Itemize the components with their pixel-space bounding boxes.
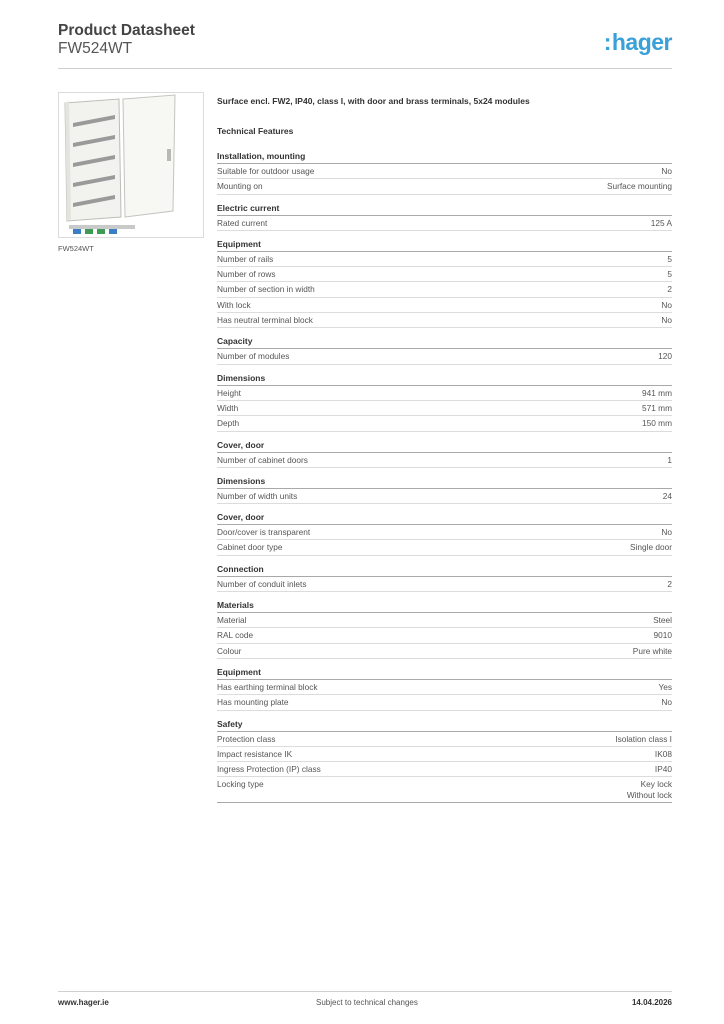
spec-row <box>217 453 672 468</box>
spec-value <box>633 646 672 656</box>
spec-value-line: 941 mm <box>642 387 672 398</box>
spec-value <box>630 542 672 552</box>
spec-row <box>217 401 672 416</box>
spec-value-line: No <box>661 299 672 310</box>
spec-row <box>217 298 672 313</box>
spec-label: Number of width units <box>217 490 298 501</box>
spec-label: Height <box>217 387 241 398</box>
spec-value-line: 120 <box>658 351 672 362</box>
spec-value <box>655 764 672 774</box>
spec-row <box>217 386 672 401</box>
spec-value-line: Key lock <box>640 779 672 790</box>
spec-section <box>217 600 672 659</box>
technical-features-heading: Technical Features <box>217 126 294 136</box>
footer-notice: Subject to technical changes <box>316 998 418 1007</box>
spec-value-line: 24 <box>662 490 672 501</box>
spec-value <box>653 615 672 625</box>
section-title: Dimensions <box>217 373 672 386</box>
spec-label: Material <box>217 615 247 626</box>
spec-value-line: IP40 <box>654 764 672 775</box>
spec-row <box>217 489 672 504</box>
spec-value-line: 9010 <box>653 630 672 641</box>
spec-section <box>217 373 672 432</box>
spec-value-line: 125 A <box>650 217 672 228</box>
spec-label: Suitable for outdoor usage <box>217 166 315 176</box>
spec-row <box>217 644 672 659</box>
spec-value-line: No <box>661 527 672 538</box>
spec-value-line: Isolation class I <box>615 733 672 744</box>
spec-value <box>651 218 672 228</box>
spec-row <box>217 416 672 431</box>
spec-value <box>642 388 672 398</box>
spec-value <box>658 351 672 361</box>
spec-value <box>667 455 672 465</box>
section-title: Cover, door <box>217 512 672 525</box>
spec-value-line: No <box>661 697 672 708</box>
spec-section <box>217 239 672 328</box>
logo-prefix: : <box>603 29 611 55</box>
spec-section <box>217 336 672 364</box>
spec-value <box>667 284 672 294</box>
section-title: Capacity <box>217 336 672 349</box>
section-title: Connection <box>217 564 672 577</box>
spec-label: Has neutral terminal block <box>217 315 313 326</box>
spec-label: Number of section in width <box>217 284 315 295</box>
spec-label: Rated current <box>217 217 268 228</box>
spec-row <box>217 762 672 777</box>
spec-row <box>217 613 672 628</box>
enclosure-illustration <box>59 93 203 237</box>
spec-content <box>217 96 672 811</box>
spec-value <box>655 749 672 759</box>
spec-row <box>217 525 672 540</box>
product-description: Surface encl. FW2, IP40, class I, with door and brass terminals, 5x24 modules <box>217 96 530 106</box>
spec-row <box>217 282 672 297</box>
spec-value-line: Steel <box>653 615 672 626</box>
spec-row <box>217 695 672 710</box>
spec-label: Has mounting plate <box>217 697 289 708</box>
spec-label: Number of modules <box>217 351 290 362</box>
spec-value <box>667 579 672 589</box>
spec-value-line: 571 mm <box>642 402 672 413</box>
spec-value <box>615 734 672 744</box>
spec-sections <box>217 151 672 803</box>
hager-logo <box>604 29 672 56</box>
spec-value-line: 5 <box>667 269 672 280</box>
section-title: Cover, door <box>217 440 672 453</box>
spec-value <box>642 403 672 413</box>
spec-label: Has earthing terminal block <box>217 681 318 692</box>
spec-value <box>654 630 672 640</box>
spec-row <box>217 313 672 328</box>
spec-label: Mounting on <box>217 181 263 192</box>
section-title: Installation, mounting <box>217 151 672 164</box>
spec-label: Number of rows <box>217 269 276 280</box>
spec-row <box>217 179 672 194</box>
spec-value-line: Single door <box>630 542 672 553</box>
spec-value <box>667 269 672 279</box>
spec-value-line: IK08 <box>654 748 672 759</box>
spec-value-line: 5 <box>667 253 672 264</box>
spec-section <box>217 151 672 195</box>
spec-row <box>217 747 672 762</box>
header-divider <box>58 68 672 69</box>
spec-value-line: No <box>661 166 672 176</box>
spec-value <box>661 697 672 707</box>
section-title: Equipment <box>217 239 672 252</box>
section-title: Electric current <box>217 203 672 216</box>
spec-value-line: No <box>661 315 672 326</box>
spec-label: RAL code <box>217 630 254 641</box>
spec-section <box>217 440 672 468</box>
spec-value-line: 1 <box>667 454 672 465</box>
spec-value <box>658 682 672 692</box>
spec-row <box>217 349 672 364</box>
spec-value-line: 2 <box>667 284 672 295</box>
spec-label: Width <box>217 402 239 413</box>
spec-value-line: Yes <box>658 681 672 692</box>
spec-section <box>217 203 672 231</box>
spec-label: Impact resistance IK <box>217 748 293 759</box>
section-title: Materials <box>217 600 672 613</box>
spec-row <box>217 252 672 267</box>
footer-divider <box>58 991 672 992</box>
spec-row <box>217 628 672 643</box>
spec-value <box>667 254 672 264</box>
product-image <box>58 92 204 238</box>
spec-label: Number of rails <box>217 253 274 264</box>
spec-label: Ingress Protection (IP) class <box>217 764 321 775</box>
spec-value-line: Pure white <box>632 645 672 656</box>
spec-label: Cabinet door type <box>217 542 283 553</box>
spec-row <box>217 164 672 179</box>
section-title: Dimensions <box>217 476 672 489</box>
spec-label: Locking type <box>217 779 264 790</box>
spec-row <box>217 680 672 695</box>
spec-value <box>607 181 672 191</box>
spec-value <box>627 779 672 800</box>
image-caption: FW524WT <box>58 244 94 253</box>
spec-value-line: 2 <box>667 578 672 589</box>
spec-label: With lock <box>217 299 251 310</box>
spec-value <box>661 315 672 325</box>
spec-value <box>661 527 672 537</box>
spec-value <box>661 166 672 176</box>
footer-website: www.hager.ie <box>58 998 109 1007</box>
spec-section <box>217 512 672 556</box>
spec-label: Colour <box>217 645 242 656</box>
spec-section <box>217 667 672 711</box>
spec-label: Depth <box>217 418 240 429</box>
footer-date: 14.04.2026 <box>631 998 672 1007</box>
section-title: Safety <box>217 719 672 732</box>
spec-value-line: Without lock <box>626 789 672 800</box>
spec-row <box>217 577 672 592</box>
spec-label: Number of conduit inlets <box>217 578 307 589</box>
spec-row <box>217 777 672 803</box>
spec-section <box>217 564 672 592</box>
spec-label: Number of cabinet doors <box>217 454 308 465</box>
spec-row <box>217 732 672 747</box>
document-title: Product Datasheet <box>58 22 195 39</box>
spec-row <box>217 267 672 282</box>
spec-value <box>642 418 672 428</box>
spec-label: Protection class <box>217 733 276 744</box>
product-code: FW524WT <box>58 40 133 57</box>
spec-section <box>217 719 672 803</box>
spec-section <box>217 476 672 504</box>
spec-row <box>217 216 672 231</box>
section-title: Equipment <box>217 667 672 680</box>
spec-value <box>661 300 672 310</box>
spec-value-line: 150 mm <box>642 418 672 429</box>
page-header <box>58 21 672 58</box>
spec-value <box>663 491 672 501</box>
logo-text: hager <box>611 29 672 55</box>
spec-label: Door/cover is transparent <box>217 527 311 538</box>
spec-value-line: Surface mounting <box>606 181 672 192</box>
spec-row <box>217 540 672 555</box>
